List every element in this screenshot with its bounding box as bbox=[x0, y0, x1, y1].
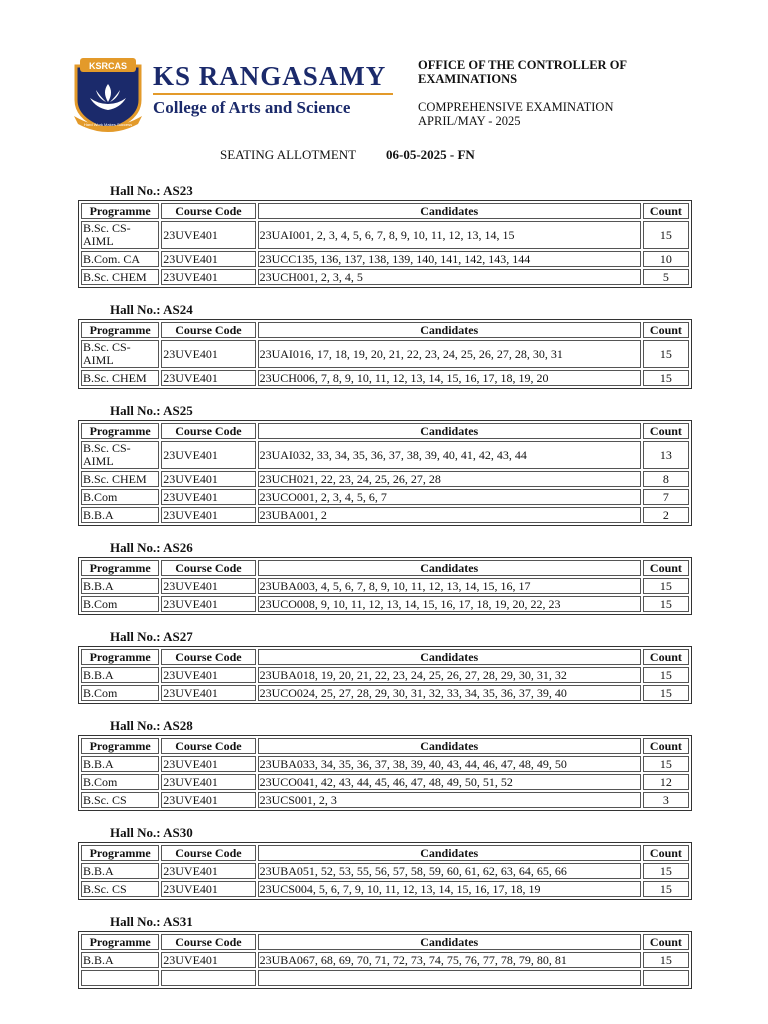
exam-date: 06-05-2025 - FN bbox=[386, 147, 475, 162]
table-row bbox=[81, 269, 689, 285]
count-header: Count bbox=[643, 934, 689, 950]
logo-motto: Hard Work Makes Success bbox=[83, 122, 133, 127]
count-cell: 15 bbox=[643, 685, 689, 701]
candidates-header: Candidates bbox=[258, 649, 641, 665]
document-title bbox=[220, 147, 475, 163]
candidates-header: Candidates bbox=[258, 845, 641, 861]
count-cell: 13 bbox=[643, 441, 689, 469]
hall-section bbox=[78, 183, 692, 288]
course-code-cell: 23UVE401 bbox=[161, 774, 255, 790]
course-code-header: Course Code bbox=[161, 845, 255, 861]
hall-table bbox=[78, 931, 692, 989]
programme-header: Programme bbox=[81, 203, 159, 219]
count-cell: 15 bbox=[643, 370, 689, 386]
candidates-cell: 23UCH006, 7, 8, 9, 10, 11, 12, 13, 14, 15, 16, 17, 18, 19, 20 bbox=[258, 370, 641, 386]
hall-section bbox=[78, 403, 692, 526]
college-subtitle: College of Arts and Science bbox=[153, 98, 351, 117]
course-code-cell: 23UVE401 bbox=[161, 792, 255, 808]
course-code-cell bbox=[161, 970, 255, 986]
count-cell: 12 bbox=[643, 774, 689, 790]
programme-cell: B.Sc. CHEM bbox=[81, 370, 159, 386]
count-cell: 15 bbox=[643, 756, 689, 772]
course-code-header: Course Code bbox=[161, 322, 255, 338]
programme-cell: B.Sc. CS-AIML bbox=[81, 221, 159, 249]
college-logo bbox=[66, 54, 150, 134]
office-title: OFFICE OF THE CONTROLLER OF EXAMINATIONS bbox=[418, 58, 627, 86]
hall-section bbox=[78, 302, 692, 389]
count-cell: 3 bbox=[643, 792, 689, 808]
table-row bbox=[81, 471, 689, 487]
table-row bbox=[81, 685, 689, 701]
table-header-row bbox=[81, 934, 689, 950]
course-code-cell: 23UVE401 bbox=[161, 340, 255, 368]
table-row bbox=[81, 667, 689, 683]
candidates-cell: 23UBA051, 52, 53, 55, 56, 57, 58, 59, 60, 61, 62, 63, 64, 65, 66 bbox=[258, 863, 641, 879]
course-code-cell: 23UVE401 bbox=[161, 685, 255, 701]
count-cell: 15 bbox=[643, 863, 689, 879]
programme-cell: B.Com bbox=[81, 489, 159, 505]
programme-cell: B.B.A bbox=[81, 667, 159, 683]
course-code-header: Course Code bbox=[161, 738, 255, 754]
course-code-cell: 23UVE401 bbox=[161, 269, 255, 285]
course-code-cell: 23UVE401 bbox=[161, 489, 255, 505]
candidates-header: Candidates bbox=[258, 738, 641, 754]
table-header-row bbox=[81, 560, 689, 576]
table-row bbox=[81, 578, 689, 594]
count-cell: 2 bbox=[643, 507, 689, 523]
table-row bbox=[81, 792, 689, 808]
candidates-cell: 23UBA001, 2 bbox=[258, 507, 641, 523]
exam-name: COMPREHENSIVE EXAMINATION bbox=[418, 100, 614, 114]
hall-section bbox=[78, 629, 692, 704]
course-code-header: Course Code bbox=[161, 423, 255, 439]
table-row bbox=[81, 952, 689, 968]
programme-header: Programme bbox=[81, 649, 159, 665]
programme-cell: B.B.A bbox=[81, 952, 159, 968]
candidates-cell: 23UCC135, 136, 137, 138, 139, 140, 141, 142, 143, 144 bbox=[258, 251, 641, 267]
count-cell bbox=[643, 970, 689, 986]
candidates-cell: 23UAI001, 2, 3, 4, 5, 6, 7, 8, 9, 10, 11, 12, 13, 14, 15 bbox=[258, 221, 641, 249]
candidates-cell: 23UBA018, 19, 20, 21, 22, 23, 24, 25, 26, 27, 28, 29, 30, 31, 32 bbox=[258, 667, 641, 683]
course-code-header: Course Code bbox=[161, 203, 255, 219]
programme-cell: B.Sc. CHEM bbox=[81, 269, 159, 285]
table-header-row bbox=[81, 423, 689, 439]
candidates-header: Candidates bbox=[258, 560, 641, 576]
hall-title: Hall No.: AS26 bbox=[110, 540, 193, 555]
candidates-cell: 23UBA033, 34, 35, 36, 37, 38, 39, 40, 43, 44, 46, 47, 48, 49, 50 bbox=[258, 756, 641, 772]
candidates-cell: 23UCH001, 2, 3, 4, 5 bbox=[258, 269, 641, 285]
hall-table bbox=[78, 842, 692, 900]
programme-cell: B.B.A bbox=[81, 756, 159, 772]
table-row bbox=[81, 756, 689, 772]
programme-cell: B.Com bbox=[81, 774, 159, 790]
candidates-cell: 23UAI032, 33, 34, 35, 36, 37, 38, 39, 40, 41, 42, 43, 44 bbox=[258, 441, 641, 469]
programme-cell: B.Com bbox=[81, 685, 159, 701]
hall-title: Hall No.: AS25 bbox=[110, 403, 193, 418]
hall-section bbox=[78, 718, 692, 811]
programme-header: Programme bbox=[81, 845, 159, 861]
programme-cell: B.B.A bbox=[81, 863, 159, 879]
candidates-header: Candidates bbox=[258, 934, 641, 950]
hall-table bbox=[78, 420, 692, 526]
programme-header: Programme bbox=[81, 423, 159, 439]
count-header: Count bbox=[643, 560, 689, 576]
programme-cell: B.Sc. CS-AIML bbox=[81, 441, 159, 469]
course-code-cell: 23UVE401 bbox=[161, 578, 255, 594]
programme-cell: B.Sc. CS bbox=[81, 881, 159, 897]
hall-table bbox=[78, 735, 692, 811]
count-cell: 10 bbox=[643, 251, 689, 267]
hall-section bbox=[78, 540, 692, 615]
table-row bbox=[81, 970, 689, 986]
table-row bbox=[81, 221, 689, 249]
count-cell: 15 bbox=[643, 596, 689, 612]
candidates-cell bbox=[258, 970, 641, 986]
programme-cell: B.B.A bbox=[81, 578, 159, 594]
programme-header: Programme bbox=[81, 322, 159, 338]
candidates-cell: 23UCO008, 9, 10, 11, 12, 13, 14, 15, 16, 17, 18, 19, 20, 22, 23 bbox=[258, 596, 641, 612]
count-header: Count bbox=[643, 203, 689, 219]
hall-table bbox=[78, 319, 692, 389]
count-cell: 7 bbox=[643, 489, 689, 505]
course-code-header: Course Code bbox=[161, 649, 255, 665]
candidates-cell: 23UCH021, 22, 23, 24, 25, 26, 27, 28 bbox=[258, 471, 641, 487]
programme-cell: B.Sc. CHEM bbox=[81, 471, 159, 487]
course-code-cell: 23UVE401 bbox=[161, 667, 255, 683]
candidates-header: Candidates bbox=[258, 322, 641, 338]
course-code-header: Course Code bbox=[161, 934, 255, 950]
candidates-cell: 23UBA067, 68, 69, 70, 71, 72, 73, 74, 75, 76, 77, 78, 79, 80, 81 bbox=[258, 952, 641, 968]
table-row bbox=[81, 251, 689, 267]
count-cell: 8 bbox=[643, 471, 689, 487]
hall-title: Hall No.: AS23 bbox=[110, 183, 193, 198]
candidates-cell: 23UCO041, 42, 43, 44, 45, 46, 47, 48, 49, 50, 51, 52 bbox=[258, 774, 641, 790]
college-name: KS RANGASAMY bbox=[153, 61, 387, 91]
programme-cell: B.B.A bbox=[81, 507, 159, 523]
count-cell: 5 bbox=[643, 269, 689, 285]
count-cell: 15 bbox=[643, 340, 689, 368]
hall-title: Hall No.: AS30 bbox=[110, 825, 193, 840]
hall-title: Hall No.: AS24 bbox=[110, 302, 193, 317]
office-block bbox=[418, 58, 678, 128]
hall-section bbox=[78, 914, 692, 989]
course-code-cell: 23UVE401 bbox=[161, 952, 255, 968]
programme-cell: B.Sc. CS bbox=[81, 792, 159, 808]
table-row bbox=[81, 489, 689, 505]
candidates-cell: 23UCO001, 2, 3, 4, 5, 6, 7 bbox=[258, 489, 641, 505]
course-code-header: Course Code bbox=[161, 560, 255, 576]
candidates-cell: 23UCS001, 2, 3 bbox=[258, 792, 641, 808]
candidates-cell: 23UCS004, 5, 6, 7, 9, 10, 11, 12, 13, 14, 15, 16, 17, 18, 19 bbox=[258, 881, 641, 897]
table-header-row bbox=[81, 649, 689, 665]
candidates-header: Candidates bbox=[258, 423, 641, 439]
count-header: Count bbox=[643, 423, 689, 439]
programme-cell bbox=[81, 970, 159, 986]
table-row bbox=[81, 340, 689, 368]
programme-header: Programme bbox=[81, 738, 159, 754]
hall-title: Hall No.: AS28 bbox=[110, 718, 193, 733]
course-code-cell: 23UVE401 bbox=[161, 863, 255, 879]
table-row bbox=[81, 596, 689, 612]
programme-cell: B.Com. CA bbox=[81, 251, 159, 267]
programme-cell: B.Com bbox=[81, 596, 159, 612]
table-row bbox=[81, 370, 689, 386]
count-cell: 15 bbox=[643, 578, 689, 594]
table-row bbox=[81, 507, 689, 523]
table-row bbox=[81, 863, 689, 879]
course-code-cell: 23UVE401 bbox=[161, 441, 255, 469]
programme-header: Programme bbox=[81, 560, 159, 576]
hall-section bbox=[78, 825, 692, 900]
candidates-cell: 23UBA003, 4, 5, 6, 7, 8, 9, 10, 11, 12, 13, 14, 15, 16, 17 bbox=[258, 578, 641, 594]
table-header-row bbox=[81, 322, 689, 338]
college-name-divider bbox=[153, 93, 393, 95]
hall-table bbox=[78, 200, 692, 288]
table-header-row bbox=[81, 738, 689, 754]
count-cell: 15 bbox=[643, 881, 689, 897]
course-code-cell: 23UVE401 bbox=[161, 251, 255, 267]
candidates-cell: 23UCO024, 25, 27, 28, 29, 30, 31, 32, 33, 34, 35, 36, 37, 39, 40 bbox=[258, 685, 641, 701]
course-code-cell: 23UVE401 bbox=[161, 596, 255, 612]
table-row bbox=[81, 441, 689, 469]
count-header: Count bbox=[643, 322, 689, 338]
programme-cell: B.Sc. CS-AIML bbox=[81, 340, 159, 368]
hall-table bbox=[78, 646, 692, 704]
count-cell: 15 bbox=[643, 952, 689, 968]
programme-header: Programme bbox=[81, 934, 159, 950]
course-code-cell: 23UVE401 bbox=[161, 756, 255, 772]
seating-allotment-label: SEATING ALLOTMENT bbox=[220, 147, 357, 162]
course-code-cell: 23UVE401 bbox=[161, 507, 255, 523]
table-header-row bbox=[81, 845, 689, 861]
hall-table bbox=[78, 557, 692, 615]
count-cell: 15 bbox=[643, 221, 689, 249]
logo-text: KSRCAS bbox=[88, 61, 128, 71]
course-code-cell: 23UVE401 bbox=[161, 881, 255, 897]
course-code-cell: 23UVE401 bbox=[161, 471, 255, 487]
table-row bbox=[81, 881, 689, 897]
candidates-cell: 23UAI016, 17, 18, 19, 20, 21, 22, 23, 24, 25, 26, 27, 28, 30, 31 bbox=[258, 340, 641, 368]
hall-title: Hall No.: AS27 bbox=[110, 629, 193, 644]
course-code-cell: 23UVE401 bbox=[161, 221, 255, 249]
count-header: Count bbox=[643, 649, 689, 665]
hall-list bbox=[78, 183, 692, 1003]
count-header: Count bbox=[643, 738, 689, 754]
table-row bbox=[81, 774, 689, 790]
college-name-block bbox=[153, 62, 393, 118]
count-header: Count bbox=[643, 845, 689, 861]
course-code-cell: 23UVE401 bbox=[161, 370, 255, 386]
hall-title: Hall No.: AS31 bbox=[110, 914, 193, 929]
table-header-row bbox=[81, 203, 689, 219]
exam-session: APRIL/MAY - 2025 bbox=[418, 114, 521, 128]
count-cell: 15 bbox=[643, 667, 689, 683]
candidates-header: Candidates bbox=[258, 203, 641, 219]
college-emblem-icon bbox=[66, 54, 150, 134]
